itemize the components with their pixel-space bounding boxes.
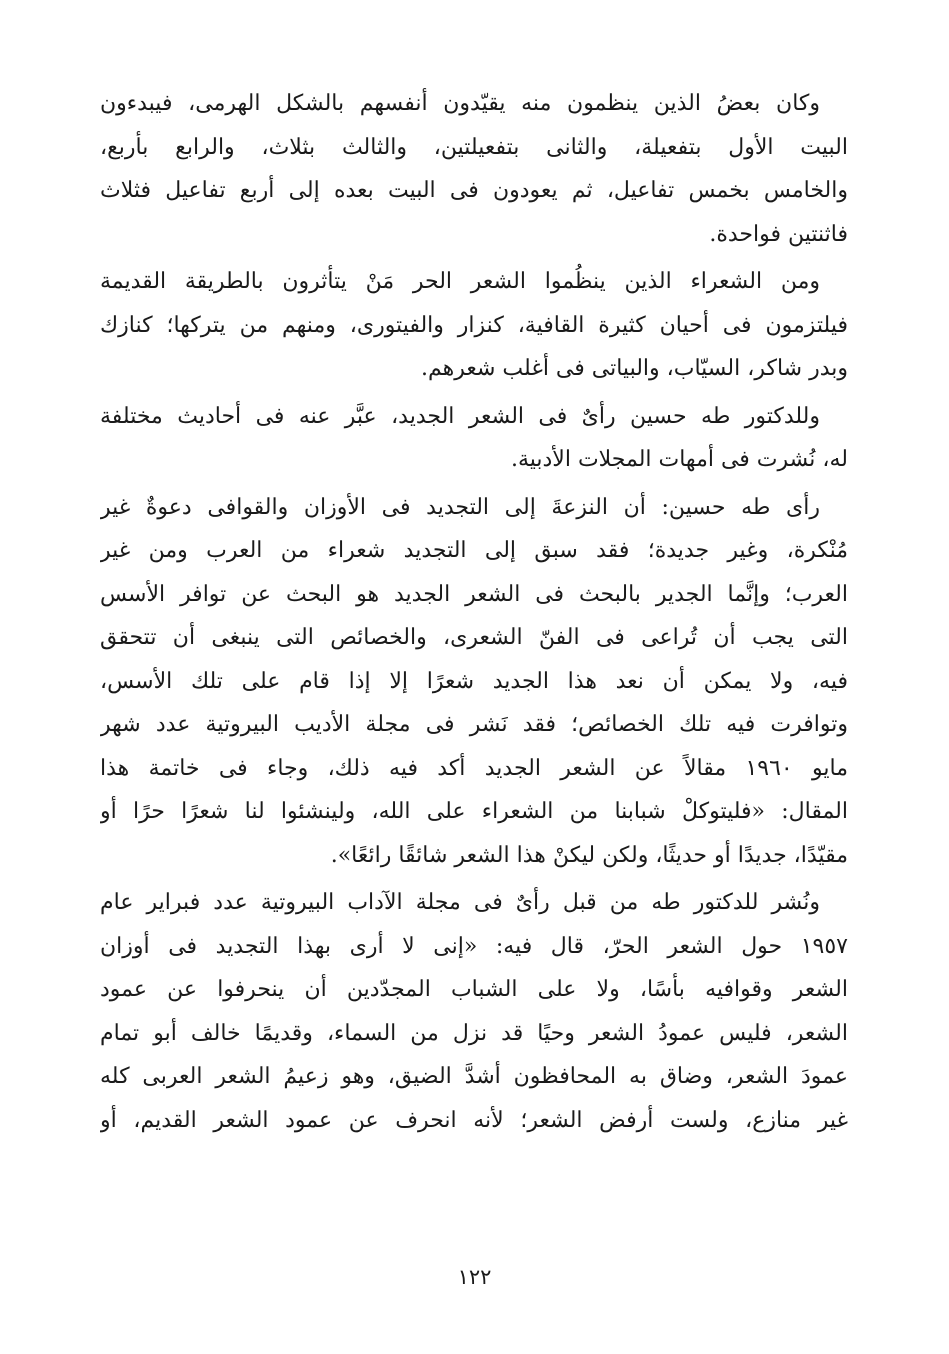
text-line: وكان بعضُ الذين ينظمون منه يقيّدون أنفسهم بالشكل الهرمى، فيبدءون: [100, 91, 820, 116]
text-line: فيلتزمون فى أحيان كثيرة القافية، كنزار والفيتورى، ومنهم من يتركها؛ كنازك: [100, 312, 848, 338]
text-line: الشعر، فليس عمودُ الشعر وحيًا قد نزل من السماء، وقديمًا خالف أبو تمام: [100, 1020, 848, 1046]
text-line: العرب؛ وإنَّما الجدير بالبحث فى الشعر الجديد هو البحث عن توافر الأسس: [100, 581, 848, 607]
text-line: ومن الشعراء الذين ينظُموا الشعر الحر مَنْ يتأثرون بالطريقة القديمة: [100, 269, 820, 294]
text-line: عمودَ الشعر، وضاق به المحافظون أشدَّ الضيق، وهو زعيمُ الشعر العربى كله: [100, 1064, 848, 1089]
text-line: التى يجب أن تُراعى فى الفنّ الشعرى، والخصائص التى ينبغى أن تتحقق: [100, 625, 848, 650]
body-text: [100, 82, 848, 1146]
text-line: المقال: «فليتوكلْ شبابنا من الشعراء على الله، ولينشئوا لنا شعرًا حرًا أو: [100, 799, 848, 824]
text-line: مقيّدًا، جديدًا أو حديثًا، ولكن ليكنْ هذا الشعر شائقًا رائعًا».: [330, 842, 848, 868]
text-line: فاثنتين فواحدة.: [709, 221, 848, 247]
paragraph: [100, 82, 848, 256]
text-line: وتوافرت فيه تلك الخصائص؛ فقد نَشر فى مجلة الأديب البيروتية عدد شهر: [100, 712, 848, 737]
text-line: وللدكتور طه حسين رأىٌ فى الشعر الجديد، عبَّر عنه فى أحاديث مختلفة: [100, 403, 820, 429]
text-line: البيت الأول بتفعيلة، والثانى بتفعيلتين، والثالث بثلاث، والرابع بأربع،: [100, 134, 848, 160]
text-line: ونُشر للدكتور طه من قبل رأىٌ فى مجلة الآداب البيروتية عدد فبراير عام: [100, 890, 820, 915]
text-line: له، نُشرت فى أمهات المجلات الأدبية.: [510, 447, 848, 472]
paragraph: [100, 395, 848, 482]
paragraph: [100, 260, 848, 391]
text-line: فيه، ولا يمكن أن نعد هذا الجديد شعرًا إلا إذا قام على تلك الأسس،: [100, 668, 848, 694]
text-line: مُنْكرة، وغير جديدة؛ فقد سبق إلى التجديد شعراء من العرب ومن غير: [100, 538, 848, 563]
paragraph: [100, 486, 848, 878]
text-line: مايو ١٩٦٠ مقالاً عن الشعر الجديد أكد فيه ذلك، وجاء فى خاتمة هذا: [100, 755, 848, 781]
text-line: غير منازع، ولست أرفض الشعر؛ لأنه انحرف عن عمود الشعر القديم، أو: [100, 1107, 848, 1133]
page-number: ١٢٢: [457, 1265, 492, 1289]
text-line: ١٩٥٧ حول الشعر الحرّ، قال فيه: «إنى لا أرى بهذا التجديد فى أوزان: [100, 933, 848, 959]
text-line: والخامس بخمس تفاعيل، ثم يعودون فى البيت بعده إلى أربع تفاعيل فثلاث: [100, 178, 848, 203]
text-line: رأى طه حسين: أن النزعةَ إلى التجديد فى الأوزان والقوافى دعوةٌ غير: [100, 494, 820, 520]
paragraph: [100, 881, 848, 1142]
text-line: الشعر وقوافيه بأسًا، ولا على الشباب المجدّدين أن ينحرفوا عن عمود: [100, 977, 848, 1002]
text-line: وبدر شاكر، السيّاب، والبياتى فى أغلب شعرهم.: [421, 356, 848, 381]
